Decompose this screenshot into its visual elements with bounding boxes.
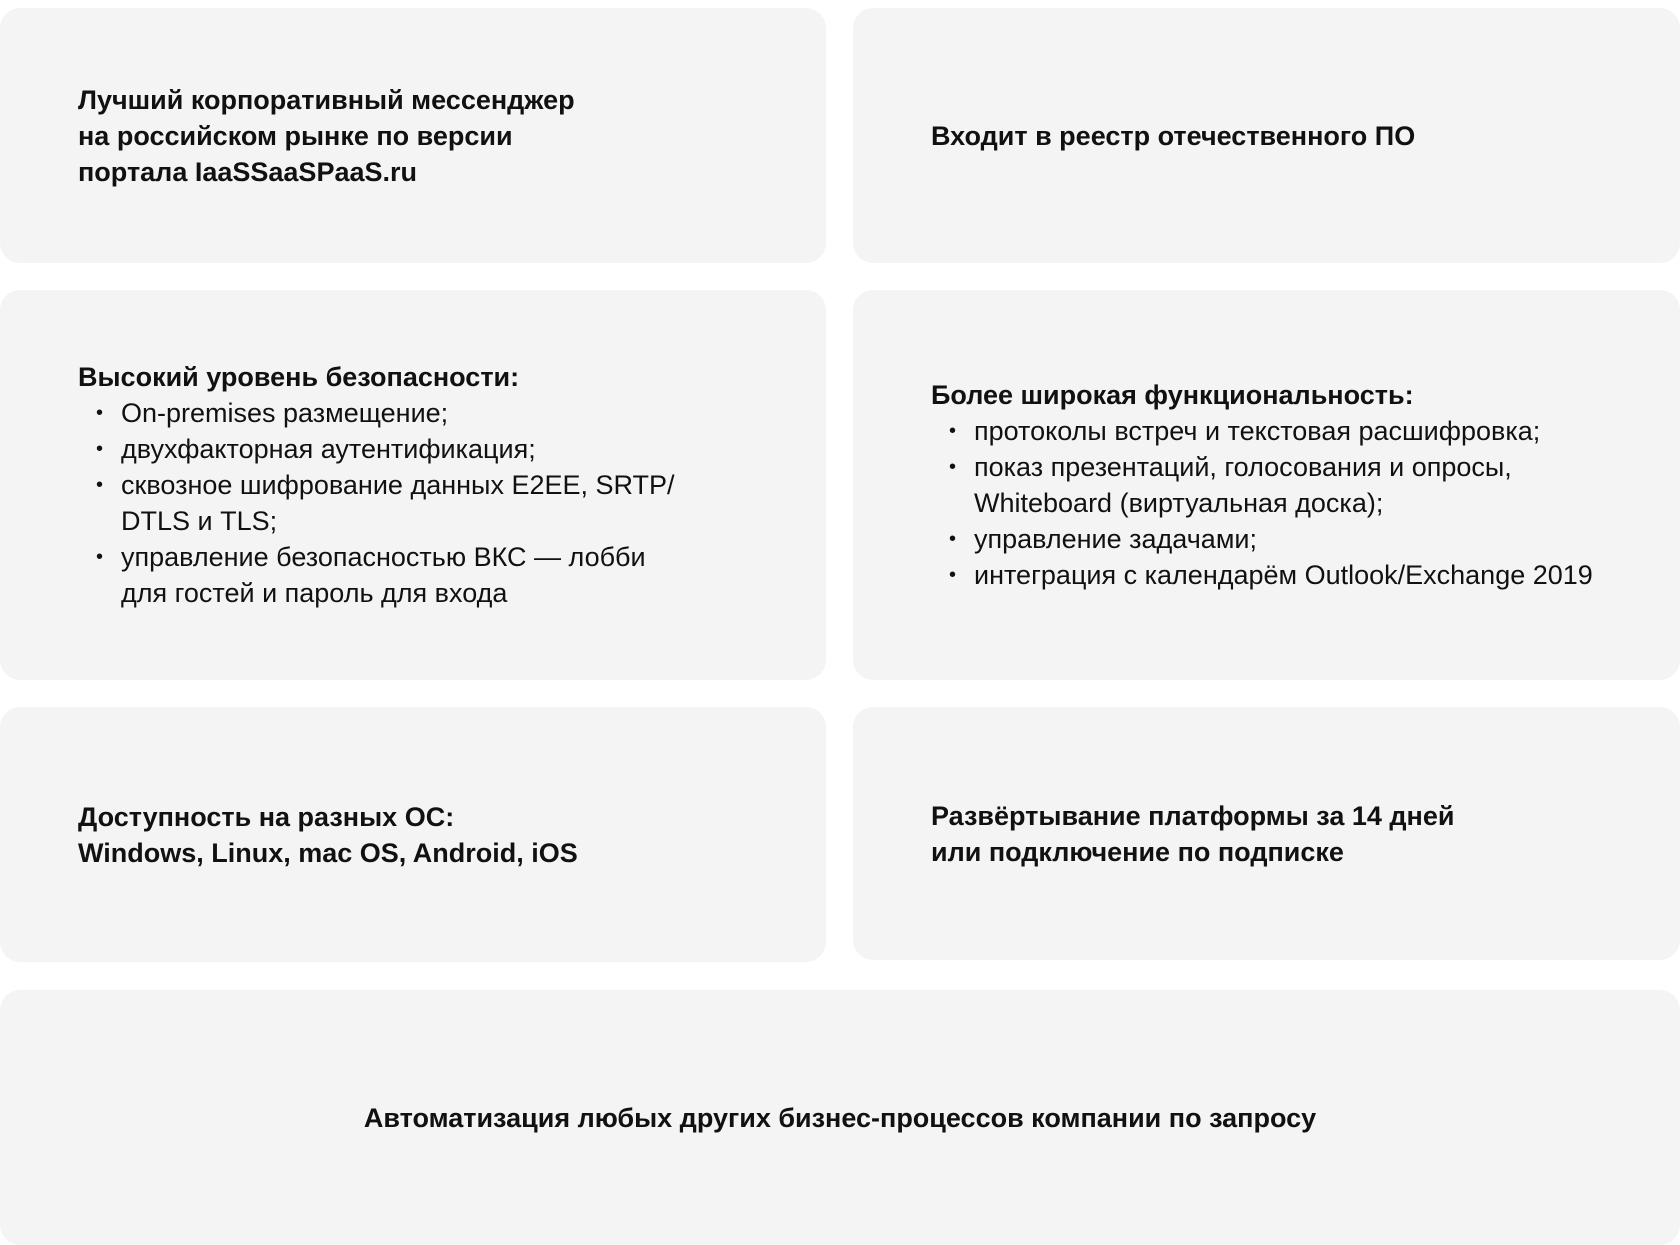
bullet-icon: • — [96, 474, 104, 496]
list-item-text: показ презентаций, голосования и опросы, Whiteboard (виртуальная доска); — [974, 452, 1512, 518]
list-item-text: On-premises размещение; — [121, 398, 449, 428]
card-platforms — [0, 707, 826, 962]
list-item — [78, 431, 698, 467]
security-list — [78, 395, 698, 611]
card-deployment — [853, 707, 1680, 960]
features-list — [931, 413, 1602, 593]
card-features-title: Более широкая функциональность: — [931, 380, 1414, 410]
list-item — [931, 557, 1602, 593]
list-item-text: сквозное шифрование данных E2EE, SRTP/ DTLS и TLS; — [121, 470, 675, 536]
card-registry — [853, 8, 1680, 263]
card-award-title: Лучший корпоративный мессенджер на российском рынке по версии портала IaaSSaaSPaaS.ru — [78, 84, 575, 187]
list-item — [931, 413, 1602, 449]
card-registry-title: Входит в реестр отечественного ПО — [931, 120, 1416, 151]
list-item — [78, 467, 698, 539]
bullet-icon: • — [949, 564, 957, 586]
card-security — [0, 290, 826, 680]
list-item-text: управление задачами; — [974, 524, 1257, 554]
bullet-icon: • — [949, 528, 957, 550]
list-item-text: управление безопасностью ВКС — лобби для гостей и пароль для входа — [121, 542, 646, 608]
bullet-icon: • — [96, 546, 104, 568]
list-item — [931, 521, 1602, 557]
card-features — [853, 290, 1680, 680]
list-item-text: протоколы встреч и текстовая расшифровка; — [974, 416, 1541, 446]
card-award — [0, 8, 826, 263]
list-item-text: двухфакторная аутентификация; — [121, 434, 536, 464]
bullet-icon: • — [96, 438, 104, 460]
bullet-icon: • — [949, 420, 957, 442]
card-automation — [0, 990, 1680, 1245]
list-item — [931, 449, 1602, 521]
card-security-title: Высокий уровень безопасности: — [78, 362, 520, 392]
list-item-text: интеграция с календарём Outlook/Exchange 2019 — [974, 560, 1593, 590]
list-item — [78, 395, 698, 431]
card-deployment-title: Развёртывание платформы за 14 дней или подключение по подписке — [931, 800, 1455, 867]
bullet-icon: • — [96, 402, 104, 424]
bullet-icon: • — [949, 456, 957, 478]
card-platforms-title: Доступность на разных ОС: Windows, Linux, mac OS, Android, iOS — [78, 801, 578, 868]
card-automation-title: Автоматизация любых других бизнес-процессов компании по запросу — [363, 1102, 1317, 1133]
list-item — [78, 539, 698, 611]
